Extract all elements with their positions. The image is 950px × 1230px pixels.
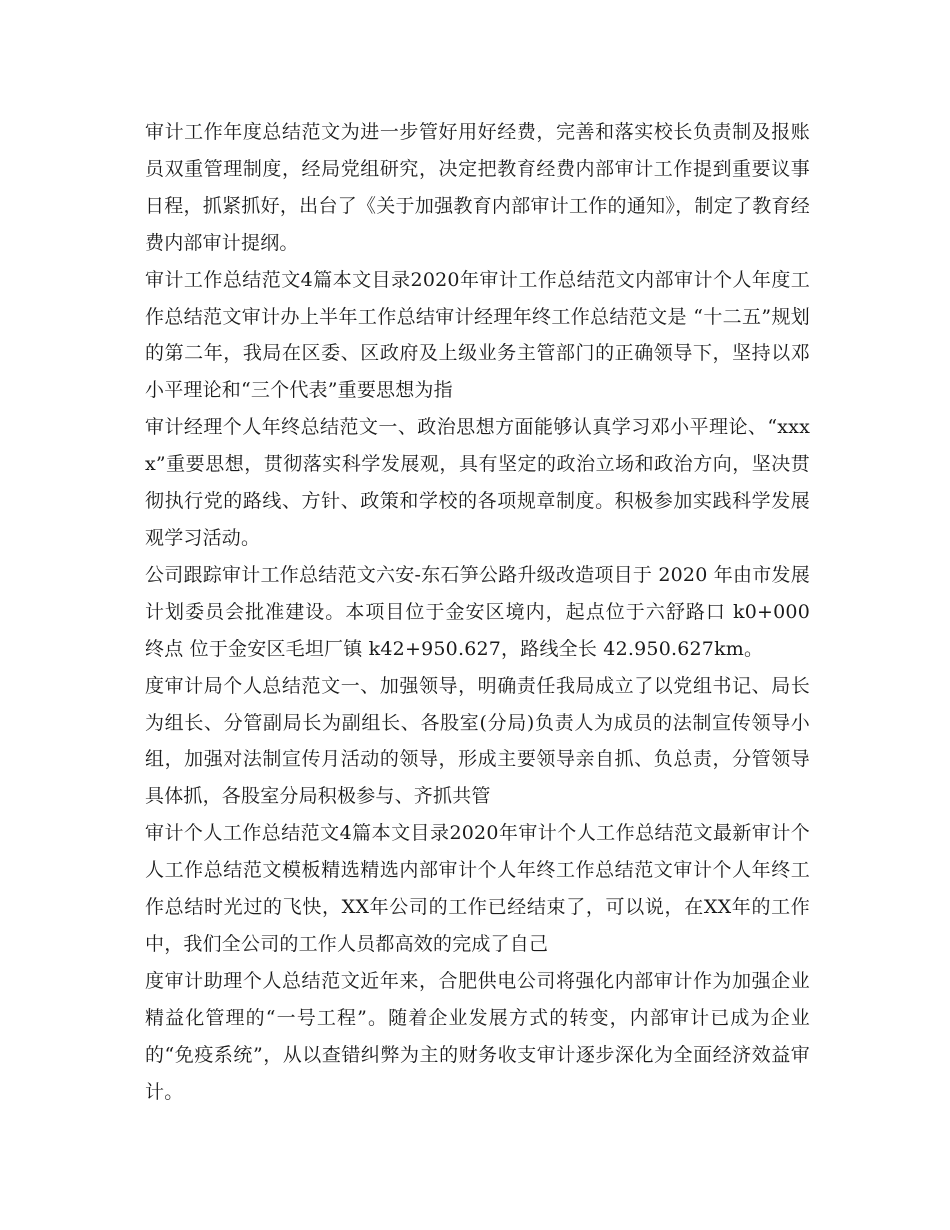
paragraph: 公司跟踪审计工作总结范文六安-东石笋公路升级改造项目于 2020 年由市发展计划委员会批准建设。本项目位于金安区境内，起点位于六舒路口 k0+000 终点 位于金安区毛坦厂镇 k42+950.627，路线全长 42.950.627km。 [145,563,810,660]
paragraph: 审计个人工作总结范文4篇本文目录2020年审计个人工作总结范文最新审计个人工作总结范文模板精选精选内部审计个人年终工作总结范文审计个人年终工作总结时光过的飞快，XX年公司的工作已经结束了，可以说，在XX年的工作中，我们全公司的工作人员都高效的完成了自己 [145,822,810,955]
paragraph: 审计工作年度总结范文为进一步管好用好经费，完善和落实校长负责制及报账员双重管理制度，经局党组研究，决定把教育经费内部审计工作提到重要议事日程，抓紧抓好，出台了《关于加强教育内部审计工作的通知》，制定了教育经费内部审计提纲。 [145,121,810,254]
paragraph: 审计工作总结范文4篇本文目录2020年审计工作总结范文内部审计个人年度工作总结范文审计办上半年工作总结审计经理年终工作总结范文是 “十二五”规划的第二年，我局在区委、区政府及上级业务主管部门的正确领导下，坚持以邓小平理论和“三个代表”重要思想为指 [145,268,810,402]
paragraph: 度审计助理个人总结范文近年来，合肥供电公司将强化内部审计作为加强企业精益化管理的“一号工程”。随着企业发展方式的转变，内部审计已成为企业的“免疫系统”，从以查错纠弊为主的财务收支审计逐步深化为全面经济效益审计。 [145,969,810,1103]
paragraph: 审计经理个人年终总结范文一、政治思想方面能够认真学习邓小平理论、“xxxx”重要思想，贯彻落实科学发展观，具有坚定的政治立场和政治方向，坚决贯彻执行党的路线、方针、政策和学校的各项规章制度。积极参加实践科学发展观学习活动。 [145,416,810,549]
paragraph: 度审计局个人总结范文一、加强领导，明确责任我局成立了以党组书记、局长为组长、分管副局长为副组长、各股室(分局)负责人为成员的法制宣传领导小组，加强对法制宣传月活动的领导，形成主要领导亲自抓、负总责，分管领导具体抓，各股室分局积极参与、齐抓共管 [145,674,810,808]
document-body [145,114,810,1110]
